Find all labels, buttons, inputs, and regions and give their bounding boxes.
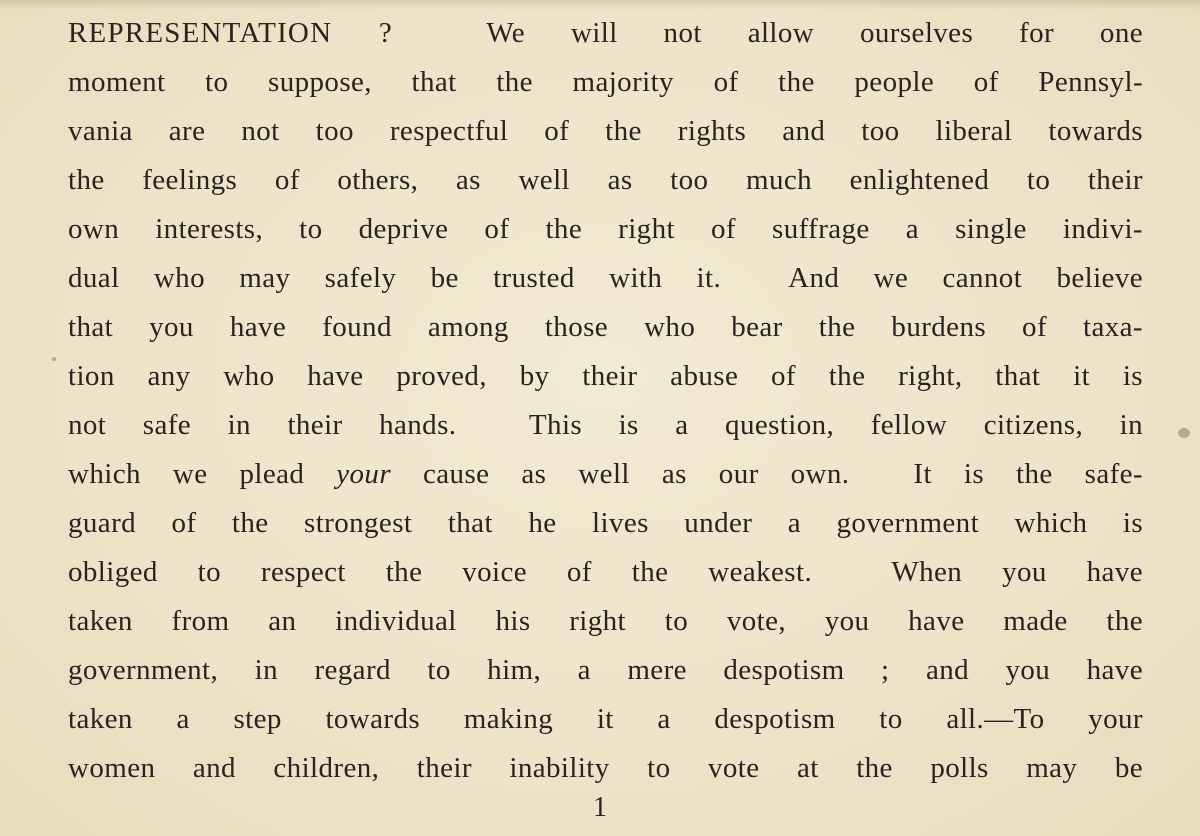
text-line	[68, 107, 1143, 156]
text-run: taken from an individual his right to vote, you have made the	[68, 605, 1143, 637]
text-line	[68, 352, 1143, 401]
text-run: cause as well as our own. It is the safe-	[391, 458, 1143, 490]
text-line	[68, 58, 1143, 107]
text-line	[68, 548, 1143, 597]
text-line	[68, 499, 1143, 548]
text-line	[68, 646, 1143, 695]
page-number: 1	[593, 792, 607, 823]
text-run: guard of the strongest that he lives under a government which is	[68, 507, 1143, 539]
text-line	[68, 9, 1143, 58]
text-run: obliged to respect the voice of the weakest. When you have	[68, 556, 1143, 588]
text-run: women and children, their inability to vote at the polls may be	[68, 752, 1143, 784]
text-line	[68, 303, 1143, 352]
text-run: moment to suppose, that the majority of the people of Pennsyl-	[68, 66, 1143, 98]
text-line	[68, 205, 1143, 254]
emphasized-word: your	[336, 458, 392, 490]
text-line	[68, 401, 1143, 450]
text-line	[68, 744, 1143, 793]
paper-speck	[1178, 428, 1190, 438]
heading-caps-word: REPRESENTATION ?	[68, 17, 487, 49]
paper-speck	[52, 357, 56, 361]
text-run: the feelings of others, as well as too much enlightened to their	[68, 164, 1143, 196]
text-line	[68, 695, 1143, 744]
text-run: tion any who have proved, by their abuse of the right, that it is	[68, 360, 1143, 392]
text-run: not safe in their hands. This is a question, fellow citizens, in	[68, 409, 1143, 441]
text-run: which we plead	[68, 458, 337, 490]
text-line	[68, 254, 1143, 303]
text-run: that you have found among those who bear the burdens of taxa-	[68, 311, 1143, 343]
text-line	[68, 597, 1143, 646]
text-run: own interests, to deprive of the right of suffrage a single indivi-	[68, 213, 1143, 245]
text-run: government, in regard to him, a mere despotism ; and you have	[68, 654, 1143, 686]
text-run: taken a step towards making it a despotism to all.—To your	[68, 703, 1143, 735]
text-line	[68, 450, 1143, 499]
body-text	[68, 9, 1143, 793]
text-run: We will not allow ourselves for one	[486, 17, 1143, 49]
text-run: vania are not too respectful of the rights and too liberal towards	[68, 115, 1143, 147]
text-run: dual who may safely be trusted with it. And we cannot believe	[68, 262, 1143, 294]
text-line	[68, 156, 1143, 205]
